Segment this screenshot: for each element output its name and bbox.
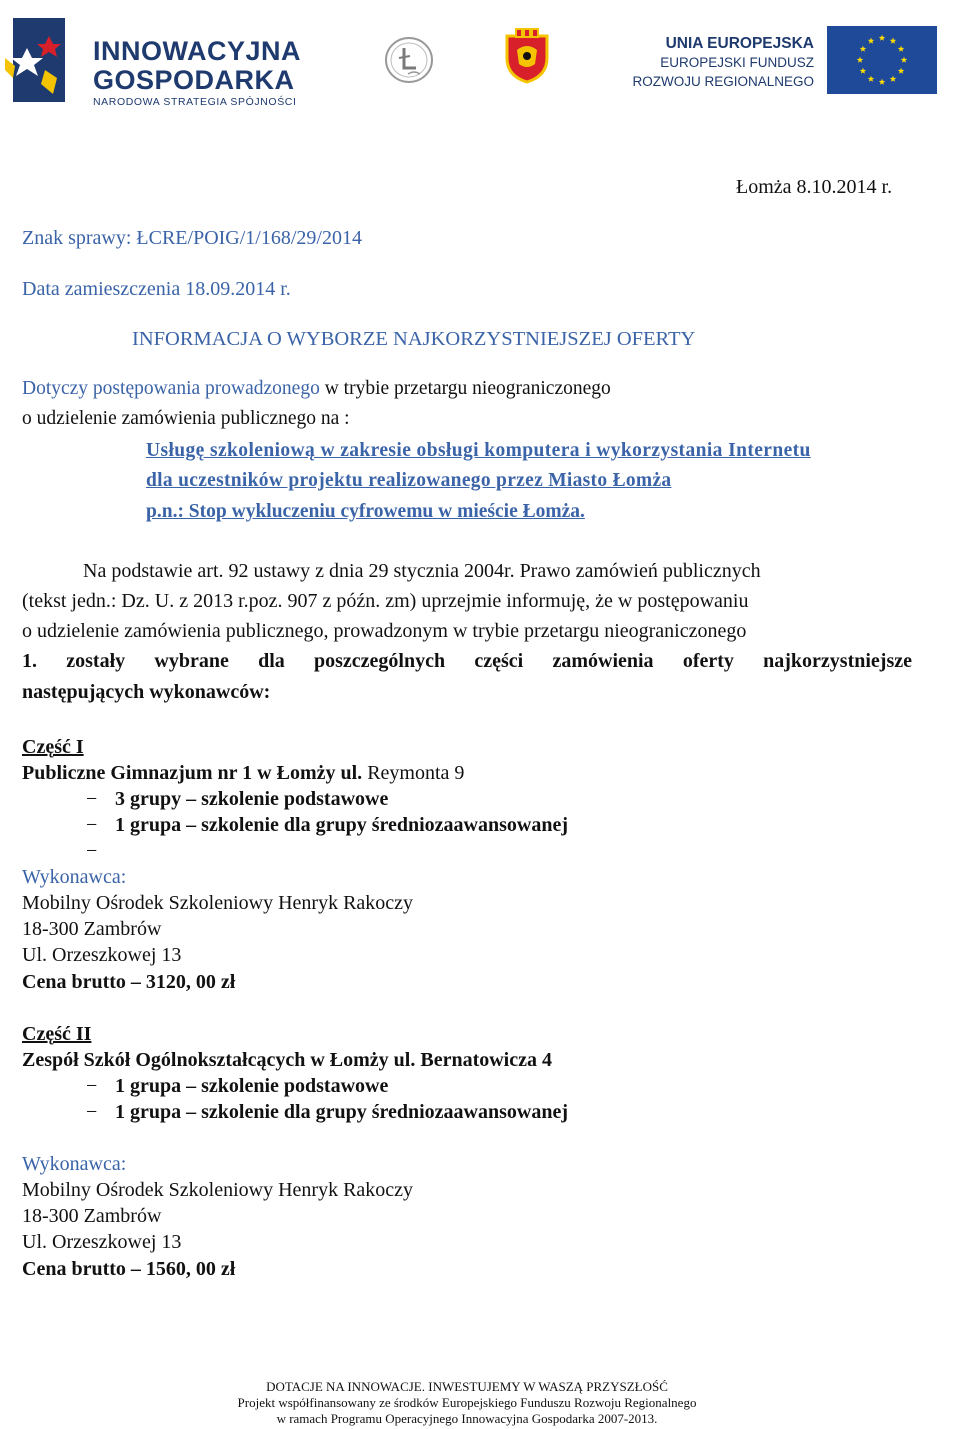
part1-contractor-street: Ul. Orzeszkowej 13 [22, 944, 182, 966]
posted-date: Data zamieszczenia 18.09.2014 r. [22, 278, 291, 300]
ig-line1: INNOWACYJNA [93, 36, 302, 66]
concerns-line2: o udzielenie zamówienia publicznego na : [22, 408, 350, 429]
part1-item-2: 1 grupa – szkolenie dla grupy średniozaawansowanej [115, 814, 569, 836]
eu-fund-text [628, 34, 814, 91]
subject-line1: Usługę szkoleniową w zakresie obsługi komputera i wykorzystania Internetu [146, 440, 811, 461]
part2-heading: Część II [22, 1023, 92, 1045]
eu-line1: UNIA EUROPEJSKA [665, 35, 814, 52]
eu-flag-icon [827, 26, 937, 94]
footer-line2: Projekt współfinansowany ze środków Europejskiego Funduszu Rozwoju Regionalnego [237, 1395, 697, 1410]
footer-line3: w ramach Programu Operacyjnego Innowacyjna Gospodarka 2007-2013. [276, 1411, 658, 1426]
part1-contractor-name: Mobilny Ośrodek Szkoleniowy Henryk Rakoczy [22, 892, 414, 914]
part2-contractor-name: Mobilny Ośrodek Szkoleniowy Henryk Rakoczy [22, 1179, 414, 1201]
part1-heading: Część I [22, 736, 84, 758]
basis-line1: Na podstawie art. 92 ustawy z dnia 29 stycznia 2004r. Prawo zamówień publicznych [83, 560, 761, 582]
part1-contractor-label: Wykonawca: [22, 866, 127, 888]
part1-dash-1: − [86, 788, 98, 810]
part1-contractor-city: 18-300 Zambrów [22, 918, 162, 940]
innowacyjna-gospodarka-logo [5, 18, 325, 108]
concerns-line1 [22, 378, 611, 400]
footer-line1: DOTACJE NA INNOWACJE. INWESTUJEMY W WASZĄ PRZYSZŁOŚĆ [266, 1379, 668, 1394]
part2-contractor-city: 18-300 Zambrów [22, 1205, 162, 1227]
basis-line2: (tekst jedn.: Dz. U. z 2013 r.poz. 907 z późn. zm) uprzejmie informuję, że w postępowaniu [22, 590, 749, 612]
part2-dash-2: − [86, 1101, 98, 1123]
case-number: Znak sprawy: ŁCRE/POIG/1/168/29/2014 [22, 227, 362, 249]
chosen-line2: następujących wykonawców: [22, 681, 271, 703]
ig-line3: NARODOWA STRATEGIA SPÓJNOŚCI [93, 96, 297, 108]
ig-stars-icon [5, 18, 75, 102]
subject-line3: p.n.: Stop wykluczeniu cyfrowemu w mieście Łomża. [146, 501, 585, 522]
part1-dash-3: − [86, 840, 98, 862]
place-date: Łomża 8.10.2014 r. [736, 176, 893, 198]
part2-price: Cena brutto – 1560, 00 zł [22, 1258, 236, 1280]
chosen-line1: 1. zostały wybrane dla poszczególnych części zamówienia oferty najkorzystniejsze [22, 650, 912, 672]
part1-dash-2: − [86, 814, 98, 836]
lomza-crest-icon [503, 28, 551, 84]
ig-line2: GOSPODARKA [93, 65, 295, 95]
part1-school-street: Reymonta 9 [362, 762, 465, 784]
concerns-part2: w trybie przetargu nieograniczonego [319, 378, 611, 399]
part1-school-name: Publiczne Gimnazjum nr 1 w Łomży ul. [22, 762, 363, 784]
part2-dash-1: − [86, 1075, 98, 1097]
part2-item-2: 1 grupa – szkolenie dla grupy średniozaawansowanej [115, 1101, 569, 1123]
eu-line3: ROZWOJU REGIONALNEGO [632, 74, 814, 89]
eu-line2: EUROPEJSKI FUNDUSZ [660, 55, 814, 70]
part2-school: Zespół Szkół Ogólnokształcących w Łomży ul. Bernatowicza 4 [22, 1049, 552, 1071]
subject-line2: dla uczestników projektu realizowanego przez Miasto Łomża [146, 470, 672, 491]
basis-line3: o udzielenie zamówienia publicznego, prowadzonym w trybie przetargu nieograniczonego [22, 620, 747, 642]
part1-item-1: 3 grupy – szkolenie podstawowe [115, 788, 389, 810]
part2-item-1: 1 grupa – szkolenie podstawowe [115, 1075, 389, 1097]
lcre-logo-icon [384, 36, 434, 84]
part1-school [22, 762, 464, 785]
part2-contractor-street: Ul. Orzeszkowej 13 [22, 1231, 182, 1253]
part2-contractor-label: Wykonawca: [22, 1153, 127, 1175]
document-title: INFORMACJA O WYBORZE NAJKORZYSTNIEJSZEJ OFERTY [132, 328, 696, 350]
part1-price: Cena brutto – 3120, 00 zł [22, 971, 236, 993]
footer [0, 1379, 934, 1427]
concerns-part1: Dotyczy postępowania prowadzonego [22, 378, 320, 399]
